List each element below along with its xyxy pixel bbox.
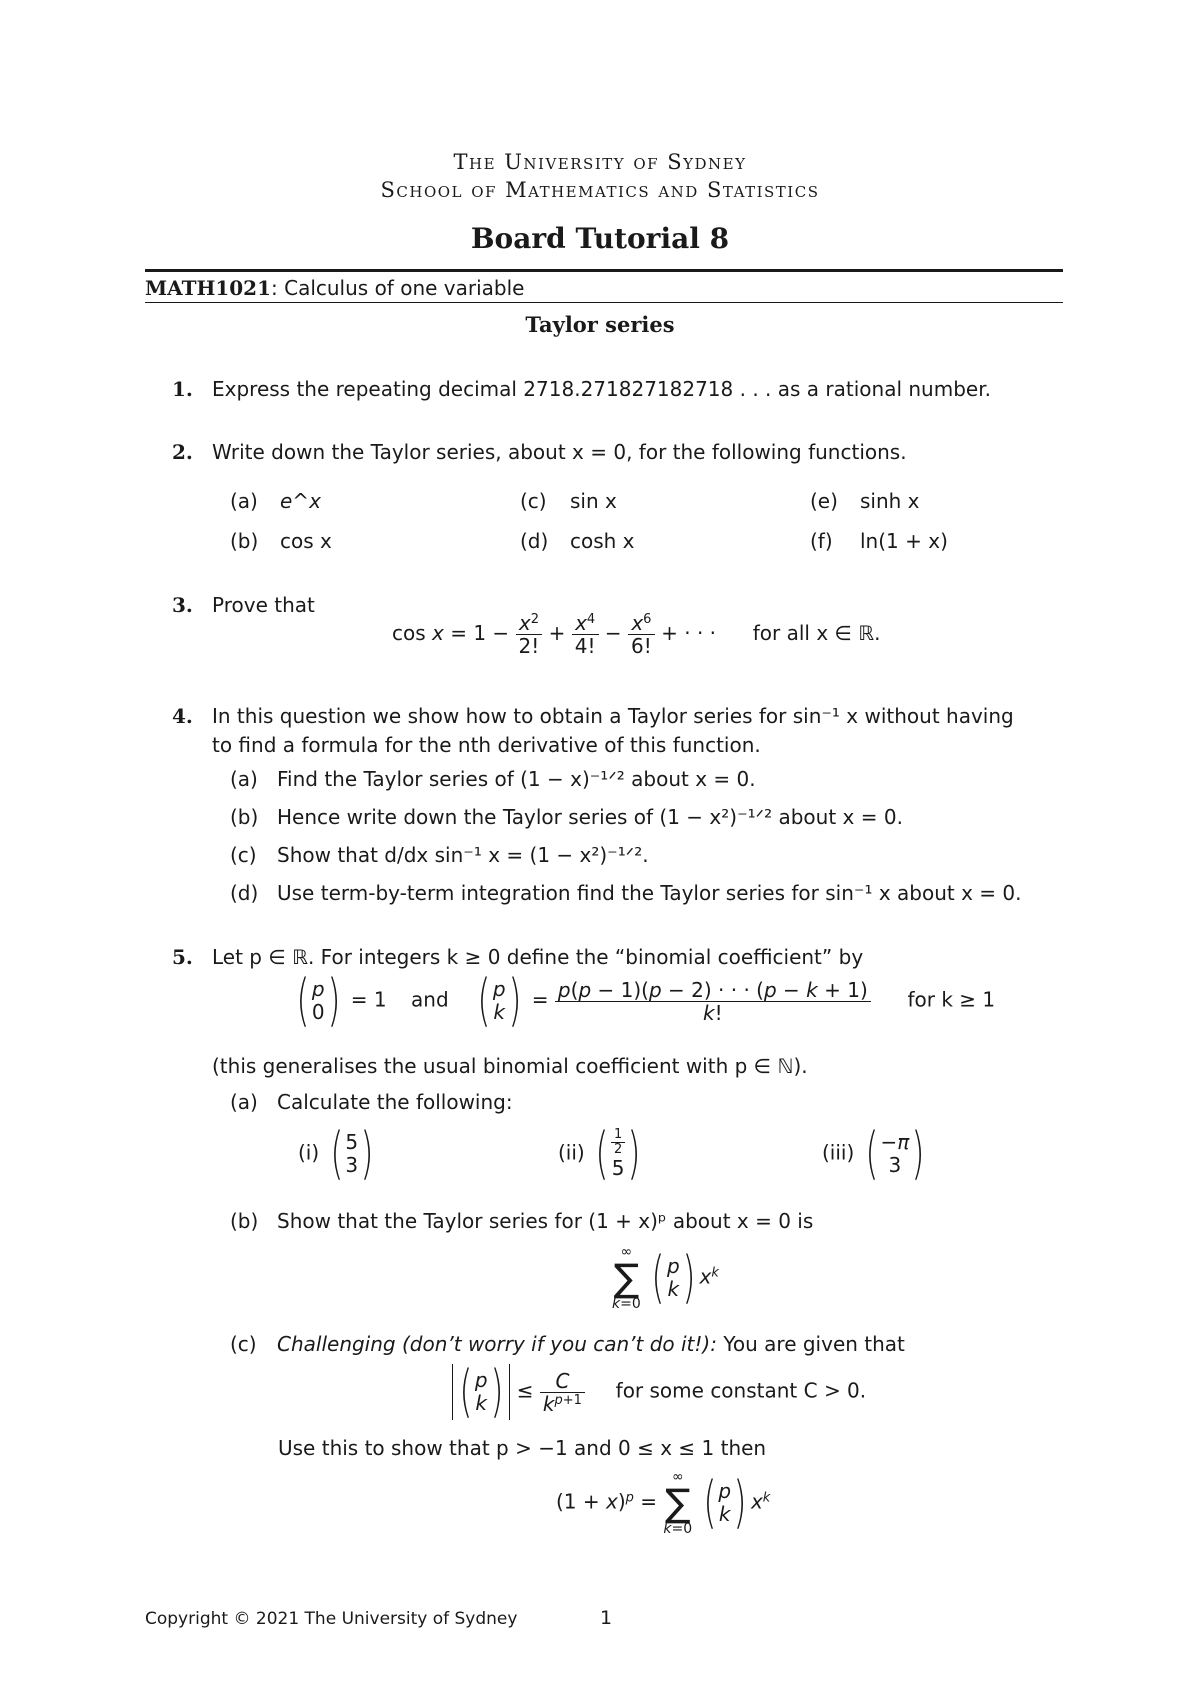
school-name: School of Mathematics and Statistics bbox=[380, 178, 820, 202]
q4-intro-line1: In this question we show how to obtain a Taylor series for sin⁻¹ x without having bbox=[212, 704, 1014, 728]
page-title: Board Tutorial 8 bbox=[470, 222, 730, 255]
q5-binom-i: (i) ( 5 3 ) bbox=[298, 1121, 374, 1186]
q2-item-a: (a) e^x bbox=[230, 489, 321, 513]
course-line bbox=[145, 276, 524, 300]
q5-challenging: Challenging (don’t worry if you can’t do it!): bbox=[277, 1332, 717, 1356]
q5-binom-iii: (iii) ( −π 3 ) bbox=[822, 1121, 925, 1186]
q5-definition: ( p 0 ) = 1 and ( p k ) = $\frac{p(p - 1)(p - 2) \cdot \cdot \cdot (p - k + 1)}{k!}$ for k ≥ 1 bbox=[296, 968, 996, 1033]
q2-text: Write down the Taylor series, about x = 0, for the following functions. bbox=[212, 440, 907, 464]
university-name: The University of Sydney bbox=[453, 150, 747, 174]
q2-number: 2. bbox=[172, 440, 193, 464]
q5-const: for some constant C > 0. bbox=[615, 1378, 867, 1403]
q5-part-c: (c) Challenging (don’t worry if you can’t do it!): You are given that bbox=[230, 1332, 905, 1356]
top-rule bbox=[145, 269, 1063, 272]
q2-item-f: (f) ln(1 + x) bbox=[810, 529, 948, 553]
q3-trail: for all x ∈ ℝ. bbox=[752, 621, 881, 645]
q5-binom-ii: (ii) ( $\frac{1}{2}$ 5 ) bbox=[558, 1121, 641, 1186]
q5-final-formula: $(1 + x)^p$ = ∞ ∑ k=0 ( p k ) $x^k$ bbox=[556, 1469, 771, 1537]
bottom-rule bbox=[145, 302, 1063, 303]
course-name: : Calculus of one variable bbox=[271, 276, 525, 300]
q4-part-c: (c) Show that d/dx sin⁻¹ x = (1 − x²)⁻¹ᐟ². bbox=[230, 843, 649, 867]
q5-use: Use this to show that p > −1 and 0 ≤ x ≤ 1 then bbox=[278, 1436, 767, 1460]
copyright: Copyright © 2021 The University of Sydney bbox=[145, 1609, 518, 1629]
q1-text: Express the repeating decimal 2718.271827182718 . . . as a rational number. bbox=[212, 377, 991, 401]
q4-intro-line2: to find a formula for the nth derivative of this function. bbox=[212, 733, 761, 757]
q2-item-e: (e) sinh x bbox=[810, 489, 920, 513]
q1-number: 1. bbox=[172, 377, 193, 401]
q3-text: Prove that bbox=[212, 593, 315, 617]
page-number: 1 bbox=[600, 1607, 613, 1629]
q5-for-k: for k ≥ 1 bbox=[907, 987, 996, 1012]
q2-item-b: (b) cos x bbox=[230, 529, 332, 553]
q2-item-d: (d) cosh x bbox=[520, 529, 635, 553]
q3-cos-series: cos x = 1 − $\frac{x^2}{2!}$ + $\frac{x^4}{4!}$ − $\frac{x^6}{6!}$ + · · · for all x ∈ ℝ. bbox=[392, 611, 881, 658]
q5-number: 5. bbox=[172, 945, 193, 969]
q5-part-a: (a) Calculate the following: bbox=[230, 1090, 513, 1114]
q5-generalises: (this generalises the usual binomial coefficient with p ∈ ℕ). bbox=[212, 1054, 808, 1078]
q5-and: and bbox=[411, 987, 449, 1012]
q5-part-b: (b) Show that the Taylor series for (1 + x)ᵖ about x = 0 is bbox=[230, 1209, 814, 1233]
q2-item-c: (c) sin x bbox=[520, 489, 617, 513]
course-code: MATH1021 bbox=[145, 276, 272, 300]
q4-part-b: (b) Hence write down the Taylor series of (1 − x²)⁻¹ᐟ² about x = 0. bbox=[230, 805, 903, 829]
q4-part-a: (a) Find the Taylor series of (1 − x)⁻¹ᐟ² about x = 0. bbox=[230, 767, 756, 791]
topic-heading: Taylor series bbox=[525, 312, 675, 337]
q4-part-d: (d) Use term-by-term integration find the Taylor series for sin⁻¹ x about x = 0. bbox=[230, 881, 1022, 905]
q5-sum-formula: ∞ ∑ k=0 ( p k ) $x^k$ bbox=[612, 1244, 719, 1312]
q3-number: 3. bbox=[172, 593, 193, 617]
q4-number: 4. bbox=[172, 704, 193, 728]
q5-intro: Let p ∈ ℝ. For integers k ≥ 0 define the “binomial coefficient” by bbox=[212, 945, 864, 969]
q5-bound: ( p k ) ≤ $\frac{C}{k^{p+1}}$ for some constant C > 0. bbox=[452, 1364, 866, 1420]
